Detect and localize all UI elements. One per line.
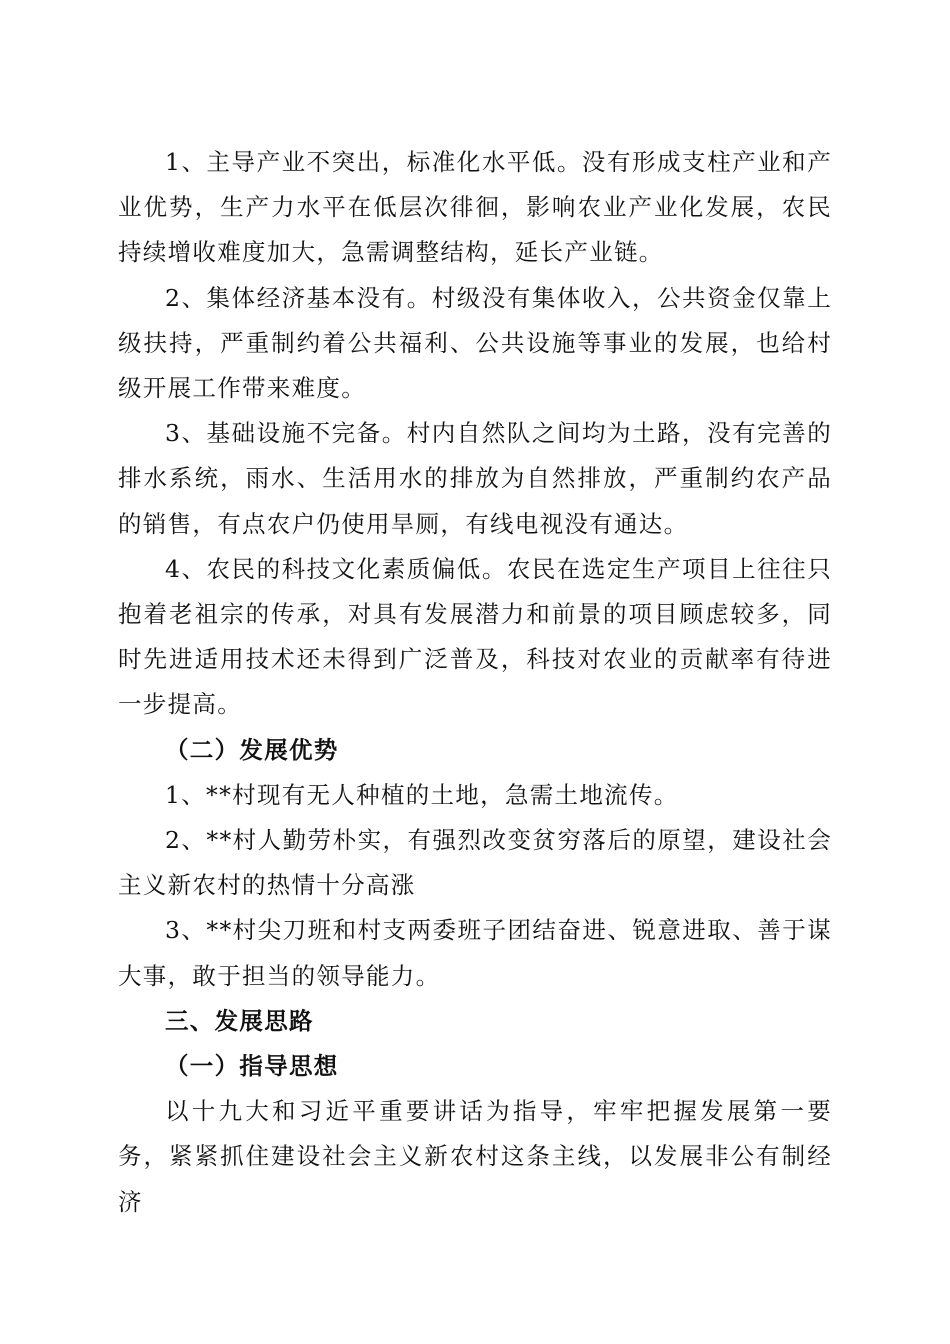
guiding-heading: （一）指导思想 bbox=[165, 1052, 339, 1081]
advantage-paragraph-2: 2、**村人勤劳朴实，有强烈改变贫穷落后的原望，建设社会主义新农村的热情十分高涨 bbox=[118, 826, 832, 900]
advantages-heading: （二）发展优势 bbox=[165, 735, 339, 764]
problem-paragraph-3: 3、基础设施不完备。村内自然队之间均为土路，没有完善的排水系统，雨水、生活用水的排放为自然排放，严重制约农产品的销售，有点农户仍使用旱厕，有线电视没有通达。 bbox=[118, 419, 832, 538]
guiding-paragraph: 以十九大和习近平重要讲话为指导，牢牢把握发展第一要务，紧紧抓住建设社会主义新农村这条主线，以发展非公有制经济 bbox=[118, 1097, 832, 1216]
problem-paragraph-1: 1、主导产业不突出，标准化水平低。没有形成支柱产业和产业优势，生产力水平在低层次徘徊，影响农业产业化发展，农民持续增收难度加大，急需调整结构，延长产业链。 bbox=[118, 148, 832, 267]
problem-paragraph-2: 2、集体经济基本没有。村级没有集体收入，公共资金仅靠上级扶持，严重制约着公共福利、公共设施等事业的发展，也给村级开展工作带来难度。 bbox=[118, 283, 832, 403]
section-heading: 三、发展思路 bbox=[165, 1006, 314, 1035]
document-body bbox=[118, 140, 832, 1225]
advantage-paragraph-1: 1、**村现有无人种植的土地，急需土地流传。 bbox=[165, 780, 679, 809]
advantage-paragraph-3: 3、**村尖刀班和村支两委班子团结奋进、锐意进取、善于谋大事，敢于担当的领导能力。 bbox=[118, 916, 832, 990]
problem-paragraph-4: 4、农民的科技文化素质偏低。农民在选定生产项目上往往只抱着老祖宗的传承，对具有发展潜力和前景的项目顾虑较多，同时先进适用技术还未得到广泛普及，科技对农业的贡献率有待进一步提高。 bbox=[118, 554, 832, 719]
